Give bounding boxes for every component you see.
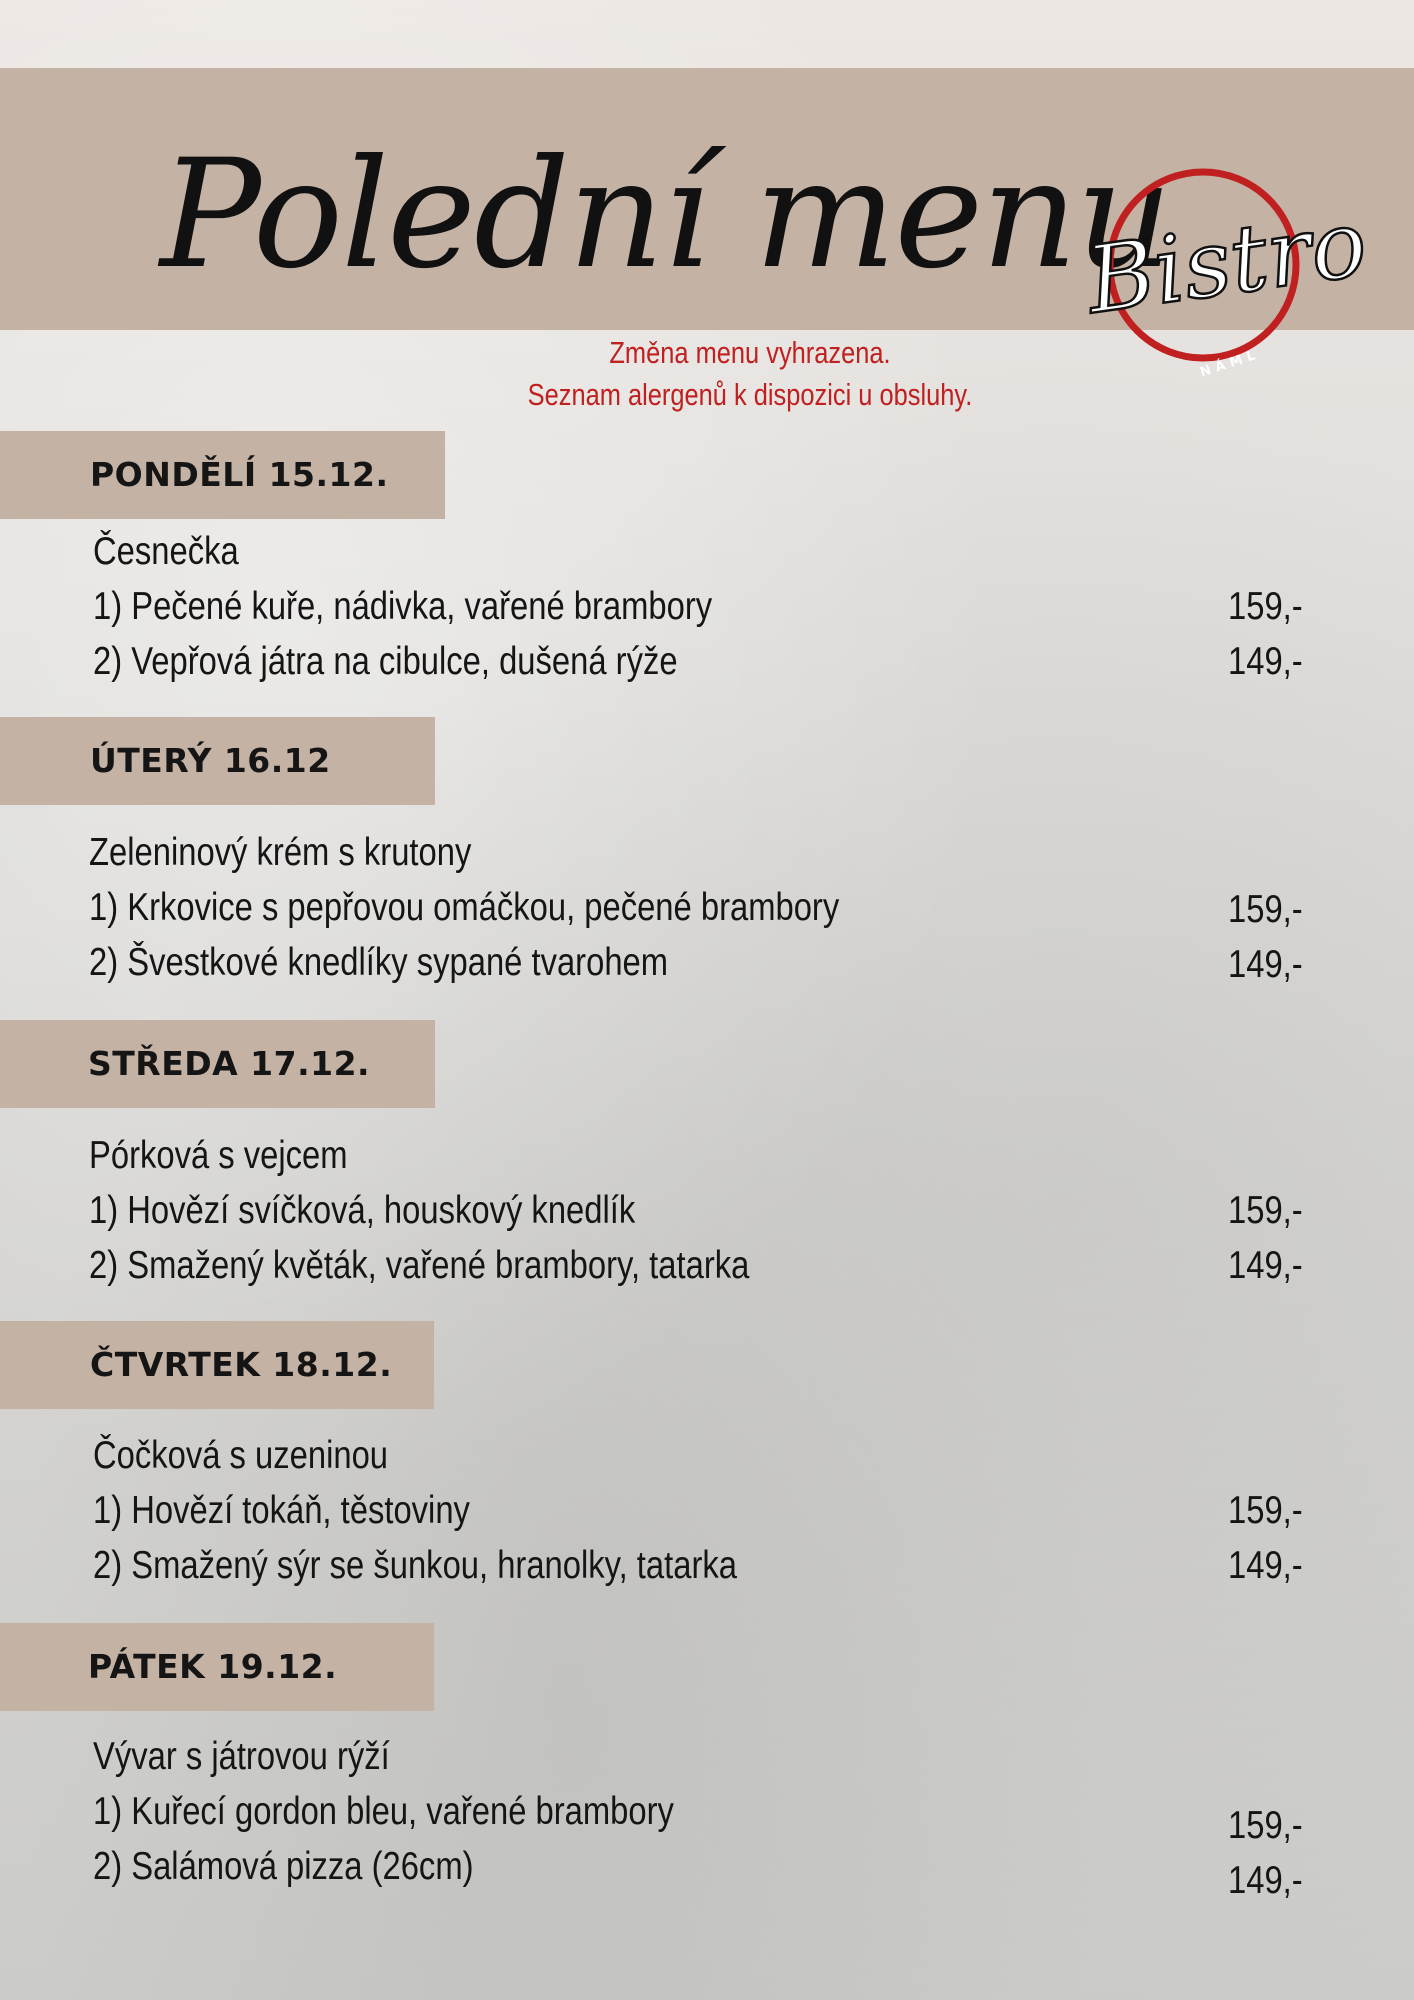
bistro-logo xyxy=(1080,160,1373,381)
dish-tuesday-1: 1) Krkovice s pepřovou omáčkou, pečené brambory xyxy=(89,886,840,929)
dish-tuesday-2: 2) Švestkové knedlíky sypané tvarohem xyxy=(89,941,669,984)
logo-text: Bistro xyxy=(1080,189,1373,335)
notice-line-change: Změna menu vyhrazena. xyxy=(609,335,891,370)
dish-monday-1: 1) Pečené kuře, nádivka, vařené brambory xyxy=(93,585,713,628)
day-header-wednesday xyxy=(0,1020,435,1108)
day-header-thursday xyxy=(0,1321,434,1409)
price-wednesday-1: 159,- xyxy=(1228,1189,1303,1232)
soup-tuesday: Zeleninový krém s krutony xyxy=(89,831,472,874)
price-wednesday-2: 149,- xyxy=(1228,1244,1303,1287)
dish-thursday-1: 1) Hovězí tokáň, těstoviny xyxy=(93,1489,470,1532)
soup-thursday: Čočková s uzeninou xyxy=(93,1434,389,1477)
day-header-tuesday xyxy=(0,717,435,805)
day-label: PÁTEK 19.12. xyxy=(88,1647,338,1686)
dish-thursday-2: 2) Smažený sýr se šunkou, hranolky, tatarka xyxy=(93,1544,737,1587)
price-monday-2: 149,- xyxy=(1228,640,1303,683)
notice-line-allergens: Seznam alergenů k dispozici u obsluhy. xyxy=(527,377,973,412)
dish-friday-2: 2) Salámová pizza (26cm) xyxy=(93,1845,474,1888)
dish-friday-1: 1) Kuřecí gordon bleu, vařené brambory xyxy=(93,1790,674,1833)
day-label: ÚTERÝ 16.12 xyxy=(90,741,331,780)
price-thursday-1: 159,- xyxy=(1228,1489,1303,1532)
day-header-friday xyxy=(0,1623,434,1711)
day-label: STŘEDA 17.12. xyxy=(88,1044,371,1083)
day-label: ČTVRTEK 18.12. xyxy=(90,1345,393,1384)
price-friday-1: 159,- xyxy=(1228,1804,1303,1847)
price-monday-1: 159,- xyxy=(1228,585,1303,628)
dish-wednesday-1: 1) Hovězí svíčková, houskový knedlík xyxy=(89,1189,636,1232)
soup-wednesday: Pórková s vejcem xyxy=(89,1134,348,1177)
dish-wednesday-2: 2) Smažený květák, vařené brambory, tatarka xyxy=(89,1244,750,1287)
menu-notice xyxy=(488,332,1013,416)
page-title: Polední menu xyxy=(160,128,1171,302)
price-friday-2: 149,- xyxy=(1228,1859,1303,1902)
dish-monday-2: 2) Vepřová játra na cibulce, dušená rýže xyxy=(93,640,678,683)
day-label: PONDĚLÍ 15.12. xyxy=(90,455,389,494)
logo-subtext: NÁML xyxy=(1198,346,1263,381)
soup-monday: Česnečka xyxy=(93,530,239,573)
price-tuesday-1: 159,- xyxy=(1228,888,1303,931)
price-tuesday-2: 149,- xyxy=(1228,943,1303,986)
price-thursday-2: 149,- xyxy=(1228,1544,1303,1587)
day-header-monday xyxy=(0,431,445,519)
soup-friday: Vývar s játrovou rýží xyxy=(93,1735,390,1778)
